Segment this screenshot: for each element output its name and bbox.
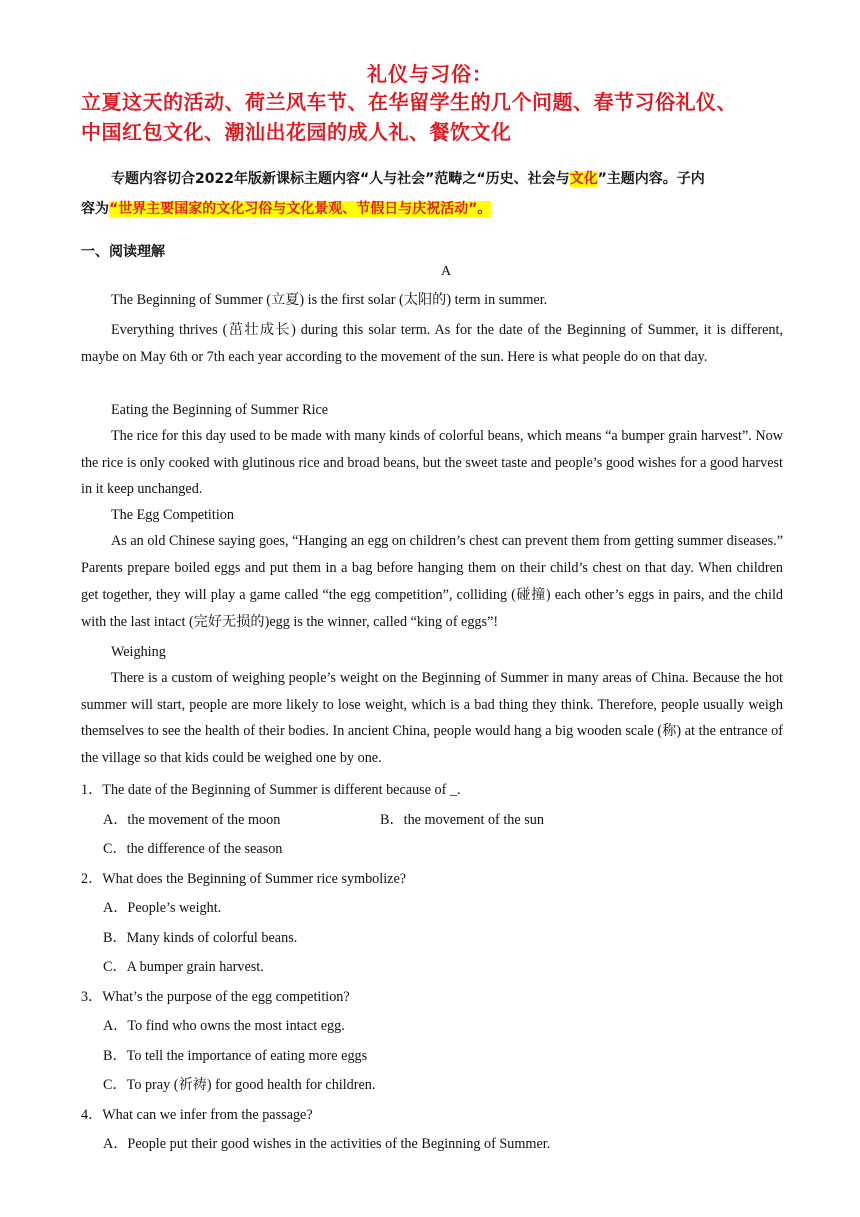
question-3: 3．What’s the purpose of the egg competition? [81,989,350,1005]
question-2: 2．What does the Beginning of Summer rice symbolize? [81,871,407,887]
question-3-option-c: C．To pray (祈祷) for good health for children. [103,1077,376,1093]
question-1: 1．The date of the Beginning of Summer is different because of _. [81,782,461,798]
question-3-option-a: A．To find who owns the most intact egg. [103,1018,345,1034]
intro-text-end: ”主题内容。子内 [597,171,705,187]
document-subtitle-line-2: 中国红包文化、潮汕出花园的成人礼、餐饮文化 [81,120,512,144]
document-title: 礼仪与习俗： [367,62,493,86]
question-1-option-b: B．the movement of the sun [380,812,544,828]
section-heading: 一、阅读理解 [81,244,165,260]
question-1-option-a: A．the movement of the moon [103,812,281,828]
intro-line-1 [81,164,783,194]
intro-highlight: 文化 [569,171,598,187]
question-1-option-c: C．the difference of the season [103,841,283,857]
intro-line-2 [81,194,783,224]
question-4-option-a: A．People put their good wishes in the activities of the Beginning of Summer. [103,1136,551,1152]
passage-label: A [440,264,452,279]
question-3-option-b: B．To tell the importance of eating more eggs [103,1048,368,1064]
passage-subheading-rice: Eating the Beginning of Summer Rice [111,402,329,418]
document-subtitle-line-1: 立夏这天的活动、荷兰风车节、在华留学生的几个问题、春节习俗礼仪、 [81,90,737,114]
question-4: 4．What can we infer from the passage? [81,1107,313,1123]
question-2-option-b: B．Many kinds of colorful beans. [103,930,298,946]
passage-subheading-weighing: Weighing [111,644,166,660]
question-2-option-c: C．A bumper grain harvest. [103,959,264,975]
passage-paragraph-3: The rice for this day used to be made with many kinds of colorful beans, which means “a bumper grain harvest”. Now the rice is only cooked with glutinous rice and broad beans, but the sweet taste and people’s good wishes for a good harvest in it keep unchanged. [81,428,783,497]
passage-paragraph-5: There is a custom of weighing people’s weight on the Beginning of Summer in many areas of China. Because the hot summer will start, people are more likely to lose weight, which is a bad thing they think. Therefore, people usually weigh themselves to see the health of their bodies. In ancient China, people would hang a big wooden scale (称) at the entrance of the village so that kids could be weighed one by one. [81,670,783,766]
question-2-option-a: A．People’s weight. [103,900,222,916]
intro-text: 专题内容切合2022年版新课标主题内容“人与社会”范畴之“历史、社会与 [111,171,570,187]
passage-paragraph-1: The Beginning of Summer (立夏) is the first solar (太阳的) term in summer. [111,292,548,308]
passage-paragraph-2: Everything thrives (茁壮成长) during this solar term. As for the date of the Beginning of Summer, it is different, maybe on May 6th or 7th each year according to the movement of the sun. Here is what people do on that day. [81,322,783,365]
passage-paragraph-4: As an old Chinese saying goes, “Hanging an egg on children’s chest can prevent them from getting summer diseases.” Parents prepare boiled eggs and put them in a bag before hanging them on their child’s chest on that day. When children get together, they will play a game called “the egg competition”, colliding (碰撞) each other’s eggs in pairs, and the child with the last intact (完好无损的)egg is the winner, called “king of eggs”! [81,533,783,630]
passage-subheading-egg: The Egg Competition [111,507,234,523]
intro-text-2: 容为 [81,201,109,217]
intro-highlight-2: “世界主要国家的文化习俗与文化景观、节假日与庆祝活动”。 [109,201,492,217]
